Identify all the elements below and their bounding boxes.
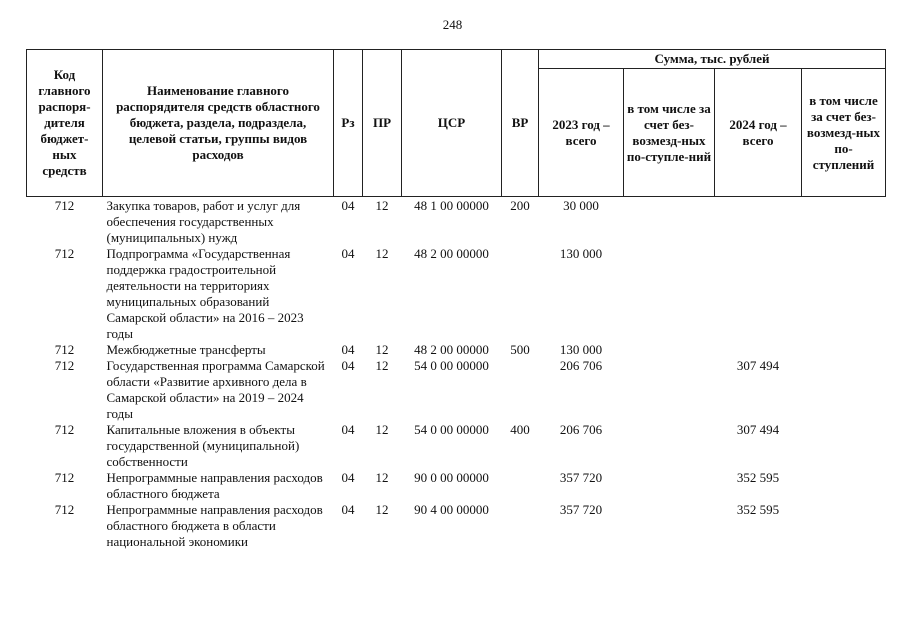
cell-2023-total: 357 720 <box>559 502 603 517</box>
cell-vr: 500 <box>510 342 530 357</box>
cell-vr <box>502 246 539 342</box>
cell-2023-free <box>624 502 715 550</box>
cell-vr: 400 <box>510 422 530 437</box>
cell-pr: 12 <box>375 470 389 485</box>
table-row <box>27 342 886 358</box>
cell-2023-total: 357 720 <box>559 470 603 485</box>
cell-rz: 04 <box>341 470 355 485</box>
cell-rz: 04 <box>341 422 355 437</box>
table-row <box>27 358 886 422</box>
cell-2024-free <box>802 470 886 502</box>
cell-csr: 90 0 00 00000 <box>414 470 489 485</box>
cell-2024-total <box>715 342 802 358</box>
table-header <box>27 50 886 197</box>
cell-code: 712 <box>54 358 75 373</box>
cell-rz: 04 <box>341 342 355 357</box>
header-rz: Рз <box>334 50 363 197</box>
cell-name: Подпрограмма «Государственная поддержка градостроительной деятельности на территориях муниципальных образований Самарской области» на 2016 – 2023 годы <box>106 246 304 341</box>
cell-2024-free <box>802 422 886 470</box>
cell-name: Капитальные вложения в объекты государственной (муниципальной) собственности <box>106 422 300 469</box>
header-2023-total: 2023 год – всего <box>539 69 624 197</box>
header-vr: ВР <box>502 50 539 197</box>
cell-name: Межбюджетные трансферты <box>106 342 266 357</box>
table-row <box>27 470 886 502</box>
cell-2024-total: 307 494 <box>736 358 780 373</box>
cell-csr: 90 4 00 00000 <box>414 502 489 517</box>
cell-2023-free <box>624 358 715 422</box>
cell-2023-total: 206 706 <box>559 422 603 437</box>
cell-name: Непрограммные направления расходов областного бюджета в области национальной экономики <box>106 502 323 549</box>
cell-2023-free <box>624 422 715 470</box>
table-body <box>27 197 886 551</box>
cell-2024-free <box>802 246 886 342</box>
cell-vr: 200 <box>510 198 530 213</box>
cell-2023-free <box>624 470 715 502</box>
cell-rz: 04 <box>341 198 355 213</box>
header-code: Код главного распоря-дителя бюджет-ных средств <box>27 50 103 197</box>
cell-2023-free <box>624 197 715 247</box>
table-row <box>27 246 886 342</box>
cell-pr: 12 <box>375 246 389 261</box>
cell-code: 712 <box>54 502 75 517</box>
cell-csr: 48 2 00 00000 <box>414 342 489 357</box>
budget-table <box>26 49 886 550</box>
cell-name: Закупка товаров, работ и услуг для обеспечения государственных (муниципальных) нужд <box>106 198 301 245</box>
cell-csr: 48 1 00 00000 <box>414 198 489 213</box>
header-2023-free: в том числе за счет без-возмезд-ных по-ступле-ний <box>624 69 715 197</box>
cell-code: 712 <box>54 422 75 437</box>
cell-2024-free <box>802 197 886 247</box>
cell-pr: 12 <box>375 198 389 213</box>
cell-code: 712 <box>54 246 75 261</box>
page-number: 248 <box>442 17 463 32</box>
cell-name: Непрограммные направления расходов областного бюджета <box>106 470 323 501</box>
cell-2024-total <box>715 197 802 247</box>
table-row <box>27 197 886 247</box>
cell-2024-total: 307 494 <box>736 422 780 437</box>
header-name: Наименование главного распорядителя средств областного бюджета, раздела, подраздела, целевой статьи, группы видов расходов <box>103 50 334 197</box>
cell-2024-total: 352 595 <box>736 502 780 517</box>
cell-vr <box>502 470 539 502</box>
header-2024-total: 2024 год – всего <box>715 69 802 197</box>
header-pr: ПР <box>363 50 402 197</box>
cell-pr: 12 <box>375 358 389 373</box>
cell-2024-free <box>802 502 886 550</box>
table-row <box>27 422 886 470</box>
cell-2023-total: 30 000 <box>563 198 599 213</box>
cell-2023-total: 130 000 <box>559 342 603 357</box>
cell-2024-total <box>715 246 802 342</box>
cell-2023-total: 206 706 <box>559 358 603 373</box>
cell-2023-total: 130 000 <box>559 246 603 261</box>
cell-2024-total: 352 595 <box>736 470 780 485</box>
cell-name: Государственная программа Самарской области «Развитие архивного дела в Самарской области» на 2019 – 2024 годы <box>106 358 325 421</box>
cell-rz: 04 <box>341 358 355 373</box>
cell-csr: 54 0 00 00000 <box>414 422 489 437</box>
cell-csr: 54 0 00 00000 <box>414 358 489 373</box>
cell-2024-free <box>802 358 886 422</box>
header-2024-free: в том числе за счет без-возмезд-ных по-ступлений <box>802 69 886 197</box>
cell-2023-free <box>624 246 715 342</box>
cell-rz: 04 <box>341 246 355 261</box>
cell-2024-free <box>802 342 886 358</box>
cell-csr: 48 2 00 00000 <box>414 246 489 261</box>
cell-code: 712 <box>54 342 75 357</box>
header-sum: Сумма, тыс. рублей <box>539 50 886 69</box>
cell-code: 712 <box>54 198 75 213</box>
cell-rz: 04 <box>341 502 355 517</box>
header-csr: ЦСР <box>402 50 502 197</box>
cell-code: 712 <box>54 470 75 485</box>
cell-vr <box>502 502 539 550</box>
cell-vr <box>502 358 539 422</box>
cell-pr: 12 <box>375 422 389 437</box>
cell-pr: 12 <box>375 342 389 357</box>
table-row <box>27 502 886 550</box>
cell-2023-free <box>624 342 715 358</box>
cell-pr: 12 <box>375 502 389 517</box>
